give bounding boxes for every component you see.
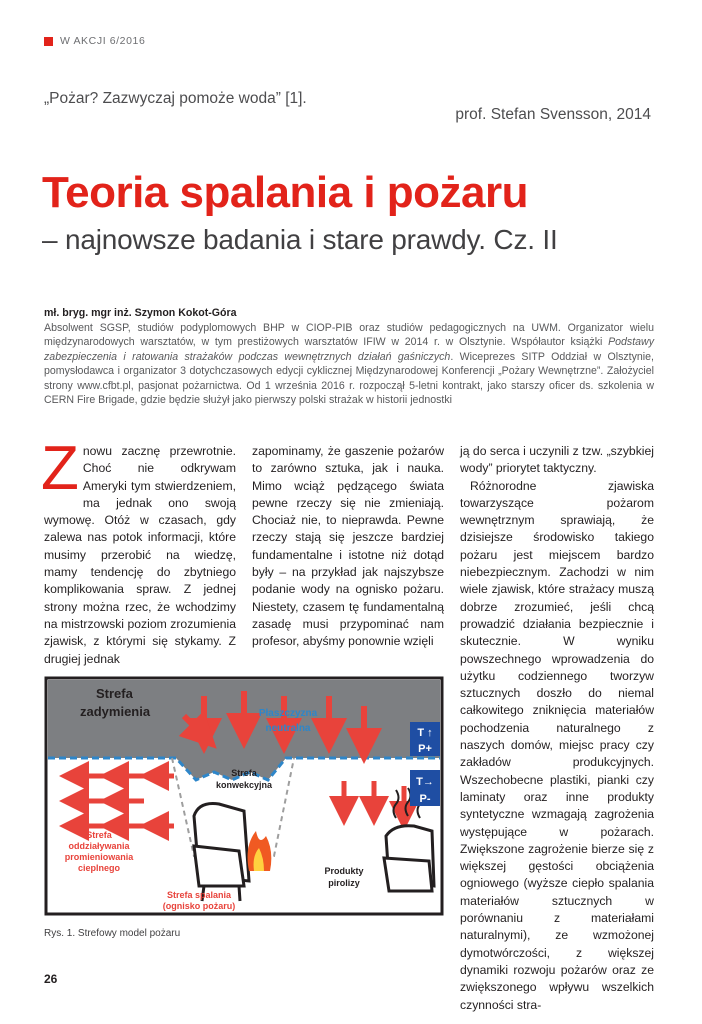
pyrolysis-label-2: pirolizy	[328, 878, 360, 888]
article-subtitle: – najnowsze badania i stare prawdy. Cz. II	[42, 224, 558, 255]
neutral-label-2: neutralna	[265, 723, 311, 734]
col2-paragraph: zapominamy, że gaszenie pożarów to zarówno sztuka, jak i nauka. Mimo wciąż pędzącego świata pewne rzeczy się nie zmieniają. Chociaż nie, to nieprawda. Pewne rzeczy stają się jeszcze bardziej fundamentalne i istotne niż dotąd były – na przykład jak najszybsze podanie wody na ognisko pożaru. Niestety, czasem tę fundamentalną zasadę musi przypominać nam profesor, abyśmy ponownie wzięli	[252, 444, 444, 649]
radiation-label-2: oddziaływania	[68, 841, 130, 851]
bio-text-1: Absolwent SGSP, studiów podyplomowych BHP w CIOP-PIB oraz studiów pedagogicznych na UWM. Organizator wielu międzynarodowych warsztatów, w tym prestiżowych warsztatów IFIW w 2014 r. w Olsztynie. Współautor książki	[44, 321, 654, 348]
column-3	[460, 443, 654, 1014]
tp-up-t: T ↑	[417, 727, 433, 739]
page-number: 26	[44, 972, 58, 986]
col3-paragraph-2: Różnorodne zjawiska towarzyszące pożarom wewnętrznym sprawiają, że dzisiejsze środowisko takiego pożaru jest miejscem bardzo niebezpiecznym. Zachodzi w nim wiele zjawisk, które strażacy muszą dobrze zrozumieć, jeśli chcą prowadzić działania bezpiecznie i skutecznie. W wyniku powszechnego wprowadzenia do użytku codziennego tworzyw sztucznych doszło do niemal całkowitego zniknięcia materiałów pochodzenia naturalnego z naszych domów, miejsc pracy czy zakładów produkcyjnych. Wszechobecne plastiki, pianki czy laminaty oraz inne produkty syntetyczne wzmagają zagrożenia występujące w pożarach. Zwiększone zagrożenie bierze się z większej gęstości obciążenia ogniowego (wyższe ciepło spalania materiałów sztucznych w porównaniu z materiałami naturalnymi), ze wzmożonej dymotwórczości, z większej dynamiki rozwoju pożarów oraz ze zwiększonego wpływu wszelkich czynności stra-	[460, 478, 654, 1012]
epigraph-quote: „Pożar? Zazwyczaj pomoże woda” [1].	[44, 90, 307, 107]
running-header	[44, 35, 145, 47]
combustion-label-1: Strefa spalania	[166, 890, 232, 900]
tp-right-p: P-	[419, 793, 431, 805]
figure-caption: Rys. 1. Strefowy model pożaru	[44, 928, 181, 939]
smoke-zone-label-2: zadymienia	[80, 704, 151, 719]
fire-zone-figure	[44, 676, 444, 918]
radiation-label-3: promieniowania	[64, 852, 134, 862]
column-2	[252, 443, 444, 651]
author-bio	[44, 306, 654, 408]
smoke-zone-label-1: Strefa	[96, 686, 133, 701]
article-title: Teoria spalania i pożaru	[42, 168, 528, 217]
fire-zone-diagram	[44, 676, 444, 918]
combustion-label-2: (ognisko pożaru)	[162, 901, 236, 911]
convective-label-1: Strefa	[231, 768, 257, 778]
tp-right-t: T→	[416, 776, 434, 788]
author-name: mł. bryg. mgr inż. Szymon Kokot-Góra	[44, 307, 237, 319]
drop-cap: Z	[41, 434, 79, 503]
convective-label-2: konwekcyjna	[215, 780, 273, 790]
pyrolysing-armchair	[384, 826, 434, 891]
burning-armchair	[194, 804, 249, 902]
radiation-label-4: cieplnego	[77, 863, 121, 873]
neutral-label-1: Płaszczyzna	[258, 708, 318, 719]
col3-paragraph-1: ją do serca i uczynili z tzw. „szybkiej wody” priorytet taktyczny.	[460, 444, 654, 476]
bio-book-title: Podstawy zabezpieczenia i ratowania strażaków podczas wewnętrznych działań gaśniczych	[44, 336, 654, 363]
tp-up-p: P+	[418, 743, 432, 755]
header-square-icon	[44, 37, 53, 46]
col1-paragraph: nowu zacznę przewrotnie. Choć nie odkrywam Ameryki tym stwierdzeniem, ma jednak ono swoją wymowę. Otóż w czasach, gdy zalewa nas potok informacji, które musimy przerobić na wiedzę, mamy tendencję do zbytniego komplikowania spraw. Z jednej strony można rzec, że wchodzimy na mistrzowski poziom zrozumienia zjawisk, z którymi się stykamy. Z drugiej jednak	[44, 444, 236, 666]
column-1	[41, 434, 236, 668]
bio-text-2: . Wiceprezes SITP Oddział w Olsztynie, pomysłodawca i organizator 3 dotychczasowych edycji cyklicznej Międzynarodowej Konferencji „Pożary Wewnętrzne”. Założyciel strony www.cfbt.pl, pasjonat pożarnictwa. Od 1 września 2016 r. rozpoczął 5-letni kontrakt, jako starszy oficer ds. szkolenia w CERN Fire Brigade, gdzie będzie służył jako pierwszy polski strażak w historii jednostki	[44, 350, 654, 406]
epigraph-author: prof. Stefan Svensson, 2014	[455, 106, 651, 123]
radiation-label-1: Strefa	[86, 830, 112, 840]
header-text: W AKCJI 6/2016	[60, 35, 146, 47]
pyrolysis-label-1: Produkty	[324, 866, 364, 876]
